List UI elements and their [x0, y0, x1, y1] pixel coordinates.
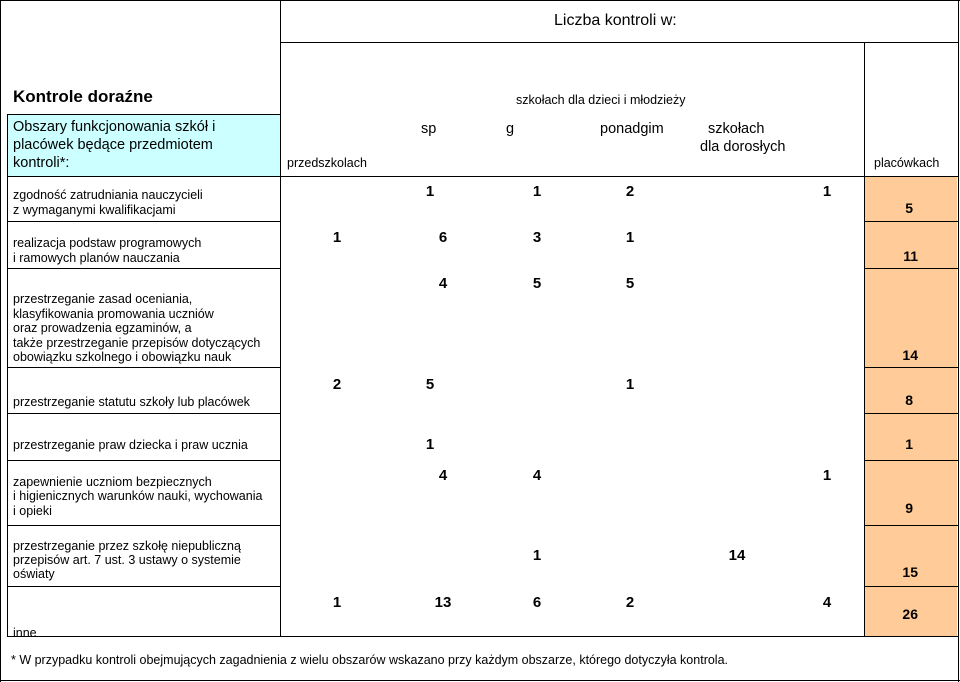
row-total: 11 [903, 248, 918, 264]
row-label: także przestrzeganie przepisów dotyczących [13, 336, 261, 350]
cell-g: 5 [532, 275, 542, 292]
cell-g: 6 [532, 594, 542, 611]
col-adult-header-line-2: dla dorosłych [700, 139, 786, 155]
main-title: Liczba kontroli w: [554, 12, 677, 29]
row-total: 15 [902, 564, 918, 580]
row-label: przestrzeganie statutu szkoły lub placówek [13, 395, 250, 409]
cell-sp: 4 [438, 467, 448, 484]
footnote: * W przypadku kontroli obejmujących zagadnienia z wielu obszarów wskazano przy każdym obszarze, którego dotyczyła kontrola. [11, 653, 729, 667]
cell-sp: 13 [434, 594, 452, 611]
row-label: klasyfikowania promowania uczniów [13, 307, 214, 321]
cell-sp: 6 [438, 229, 448, 246]
row-label: obowiązku szkolnego i obowiązku nauk [13, 350, 232, 364]
cell-sp: 1 [425, 436, 435, 453]
row-label: realizacja podstaw programowych [13, 236, 202, 250]
row-total: 1 [905, 436, 913, 452]
cell-g: 4 [532, 467, 542, 484]
col-adult-header-line-1: szkołach [708, 121, 765, 137]
cell-sp: 1 [532, 547, 542, 564]
areas-label-line-2: placówek będące przedmiotem [13, 137, 213, 153]
cell-ponadgim: 1 [625, 376, 635, 393]
row-total: 9 [905, 500, 913, 516]
row-total: 14 [902, 347, 918, 363]
cell-sp: 1 [425, 183, 435, 200]
areas-label-line-1: Obszary funkcjonowania szkół i [13, 119, 216, 135]
col-ponadgim-header: ponadgim [600, 121, 664, 137]
section-title: Kontrole doraźne [13, 87, 153, 106]
row-label: oraz prowadzenia egzaminów, a [13, 321, 192, 335]
cell-preschool: 1 [332, 229, 342, 246]
cell-preschool: 1 [332, 594, 342, 611]
row-label: oświaty [13, 567, 55, 581]
row-label: przestrzeganie zasad oceniania, [13, 292, 193, 306]
areas-label-line-3: kontroli*: [13, 155, 70, 171]
cell-ponadgim: 2 [625, 183, 635, 200]
cell-sp: 5 [425, 376, 435, 393]
row-label: inne [13, 626, 37, 640]
row-label: zgodność zatrudniania nauczycieli [13, 188, 203, 202]
cell-preschool: 2 [332, 376, 342, 393]
cell-ponadgim: 2 [625, 594, 635, 611]
cell-ponadgim: 5 [625, 275, 635, 292]
row-total: 8 [905, 392, 913, 408]
col-facilities-header: placówkach [874, 156, 940, 170]
cell-adult: 1 [822, 467, 832, 484]
col-sp-header: sp [421, 121, 437, 137]
row-label: i higienicznych warunków nauki, wychowania [13, 489, 263, 503]
row-label: przestrzeganie przez szkołę niepubliczną [13, 539, 241, 553]
cell-sp: 4 [438, 275, 448, 292]
row-label: zapewnienie uczniom bezpiecznych [13, 475, 212, 489]
cell-adult: 4 [822, 594, 832, 611]
row-label: przepisów art. 7 ust. 3 ustawy o systemie [13, 553, 241, 567]
cell-ponadgim: 1 [625, 229, 635, 246]
col-g-header: g [506, 121, 515, 137]
row-label: z wymaganymi kwalifikacjami [13, 203, 176, 217]
row-total: 5 [905, 200, 913, 216]
cell-ponadgim: 14 [728, 547, 746, 564]
row-label: przestrzeganie praw dziecka i praw ucznia [13, 438, 248, 452]
row-label: i ramowych planów nauczania [13, 251, 180, 265]
cell-adult: 1 [822, 183, 832, 200]
schools-group-header: szkołach dla dzieci i młodzieży [516, 93, 686, 107]
cell-g: 3 [532, 229, 542, 246]
row-label: i opieki [13, 504, 52, 518]
cell-g: 1 [532, 183, 542, 200]
col-preschool-header: przedszkolach [287, 156, 367, 170]
row-total: 26 [902, 606, 918, 622]
